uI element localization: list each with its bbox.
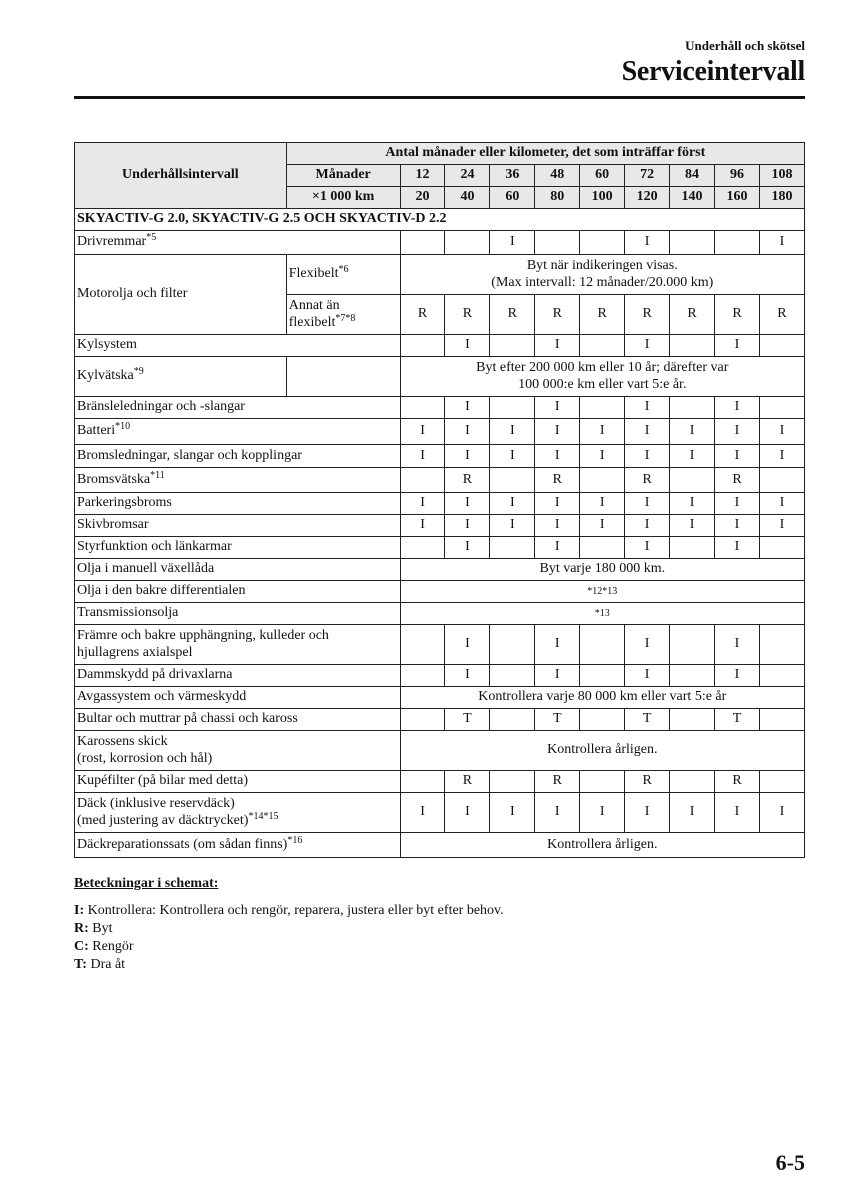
cell: I [400, 793, 445, 833]
legend-item: R: Byt [74, 921, 113, 936]
header-month-36: 36 [490, 165, 535, 187]
table-row [75, 581, 805, 603]
table-row [75, 559, 805, 581]
table-row [75, 665, 805, 687]
row-label: Främre och bakre upphängning, kulleder och hjullagrens axialspel [75, 625, 401, 665]
cell: I [580, 515, 625, 537]
cell: I [400, 515, 445, 537]
cell: I [715, 397, 760, 419]
cell: I [490, 793, 535, 833]
cell: I [535, 493, 580, 515]
span-footnote: *13 [400, 603, 804, 625]
table-row [75, 771, 805, 793]
cell [715, 231, 760, 255]
cell: I [490, 231, 535, 255]
table-row [75, 625, 805, 665]
cell: T [715, 709, 760, 731]
header-month-48: 48 [535, 165, 580, 187]
cell: I [670, 793, 715, 833]
cell: I [535, 793, 580, 833]
row-label: Parkeringsbroms [75, 493, 401, 515]
header-month-96: 96 [715, 165, 760, 187]
table-row [75, 255, 805, 295]
table-header-row [75, 143, 805, 165]
cell: I [445, 515, 490, 537]
cell: R [400, 295, 445, 335]
span-note: Byt varje 180 000 km. [400, 559, 804, 581]
cell: I [625, 335, 670, 357]
table-row [75, 419, 805, 445]
header-km-120: 120 [625, 187, 670, 209]
header-km-label: ×1 000 km [286, 187, 400, 209]
cell: R [625, 771, 670, 793]
cell [670, 231, 715, 255]
cell: I [715, 493, 760, 515]
cell: I [625, 493, 670, 515]
cell: R [759, 295, 804, 335]
cell: I [580, 793, 625, 833]
cell: I [670, 445, 715, 468]
cell [670, 537, 715, 559]
cell: I [490, 515, 535, 537]
header-month-72: 72 [625, 165, 670, 187]
header-month-24: 24 [445, 165, 490, 187]
cell [400, 468, 445, 493]
cell: I [715, 665, 760, 687]
legend-item: C: Rengör [74, 939, 134, 954]
header-km-20: 20 [400, 187, 445, 209]
cell: I [625, 397, 670, 419]
table-row [75, 731, 805, 771]
cell: I [535, 515, 580, 537]
cell: I [400, 445, 445, 468]
cell [759, 625, 804, 665]
header-km-80: 80 [535, 187, 580, 209]
table-row [75, 603, 805, 625]
span-footnote: *12*13 [400, 581, 804, 603]
cell: I [715, 793, 760, 833]
header-span-heading: Antal månader eller kilometer, det som inträffar först [286, 143, 804, 165]
row-label: Dammskydd på drivaxlarna [75, 665, 401, 687]
row-label: Bromsledningar, slangar och kopplingar [75, 445, 401, 468]
cell: R [535, 771, 580, 793]
cell: R [625, 295, 670, 335]
cell [400, 537, 445, 559]
cell [670, 709, 715, 731]
cell [580, 537, 625, 559]
header-month-12: 12 [400, 165, 445, 187]
cell: R [580, 295, 625, 335]
cell [580, 709, 625, 731]
cell [490, 771, 535, 793]
cell: I [759, 231, 804, 255]
cell: R [715, 468, 760, 493]
header-month-84: 84 [670, 165, 715, 187]
cell [400, 335, 445, 357]
cell: I [445, 335, 490, 357]
cell [580, 397, 625, 419]
header-km-160: 160 [715, 187, 760, 209]
cell [490, 709, 535, 731]
row-label: Bränsleledningar och -slangar [75, 397, 401, 419]
cell [580, 625, 625, 665]
cell [400, 625, 445, 665]
cell: I [759, 445, 804, 468]
cell: I [715, 335, 760, 357]
cell: I [625, 445, 670, 468]
cell [759, 468, 804, 493]
page-number: 6-5 [775, 1150, 805, 1175]
sub-label-flexible: Flexibelt$^{*6}$ [286, 255, 400, 295]
cell [759, 397, 804, 419]
row-label: Bromsvätska$^{*11}$ [75, 468, 401, 493]
row-label: Kylsystem [75, 335, 401, 357]
cell: I [625, 625, 670, 665]
span-note: Kontrollera varje 80 000 km eller vart 5:e år [400, 687, 804, 709]
cell [400, 231, 445, 255]
row-label: Skivbromsar [75, 515, 401, 537]
row-label: Avgassystem och värmeskydd [75, 687, 401, 709]
cell: R [670, 295, 715, 335]
cell: I [400, 419, 445, 445]
table-row [75, 515, 805, 537]
cell [490, 468, 535, 493]
table-row [75, 357, 805, 397]
cell: I [580, 445, 625, 468]
cell: R [445, 295, 490, 335]
cell: I [670, 419, 715, 445]
cell: T [445, 709, 490, 731]
legend-item: I: Kontrollera: Kontrollera och rengör, reparera, justera eller byt efter behov. [74, 903, 504, 918]
empty-cell [286, 357, 400, 397]
table-row [75, 493, 805, 515]
cell: R [715, 295, 760, 335]
cell: I [535, 397, 580, 419]
cell: I [445, 625, 490, 665]
cell: I [490, 493, 535, 515]
cell [535, 231, 580, 255]
row-label: Drivremmar$^{*5}$ [75, 231, 401, 255]
cell: R [535, 295, 580, 335]
row-label: Batteri$^{*10}$ [75, 419, 401, 445]
cell [759, 771, 804, 793]
cell [490, 537, 535, 559]
cell: I [445, 445, 490, 468]
cell: I [535, 419, 580, 445]
cell: I [625, 665, 670, 687]
cell [670, 625, 715, 665]
cell: R [535, 468, 580, 493]
cell: I [445, 793, 490, 833]
cell: I [670, 493, 715, 515]
header-km-140: 140 [670, 187, 715, 209]
section-label: Underhåll och skötsel [685, 38, 805, 53]
cell: I [715, 445, 760, 468]
engine-group-row [75, 209, 805, 231]
table-row [75, 833, 805, 858]
table-row [75, 468, 805, 493]
cell: I [625, 537, 670, 559]
cell: I [445, 665, 490, 687]
header-maintenance-interval: Underhållsintervall [75, 143, 287, 209]
cell [580, 771, 625, 793]
cell: I [445, 493, 490, 515]
row-label: Däckreparationssats (om sådan finns)$^{*16}$ [75, 833, 401, 858]
cell [759, 665, 804, 687]
row-label: Olja i manuell växellåda [75, 559, 401, 581]
maintenance-schedule-table [74, 142, 805, 858]
coolant-note: Byt efter 200 000 km eller 10 år; därefter var 100 000:e km eller vart 5:e år. [400, 357, 804, 397]
cell [445, 231, 490, 255]
span-note: Kontrollera årligen. [400, 731, 804, 771]
page-title: Serviceintervall [621, 56, 805, 87]
row-label: Motorolja och filter [75, 255, 287, 335]
cell: I [445, 419, 490, 445]
cell: I [715, 625, 760, 665]
cell [670, 665, 715, 687]
cell: I [715, 537, 760, 559]
table-row [75, 397, 805, 419]
header-km-40: 40 [445, 187, 490, 209]
row-label: Karossens skick (rost, korrosion och hål) [75, 731, 401, 771]
cell: I [759, 515, 804, 537]
cell: R [625, 468, 670, 493]
cell: I [715, 515, 760, 537]
title-rule [74, 96, 805, 99]
table-row [75, 793, 805, 833]
header-months-label: Månader [286, 165, 400, 187]
table-row [75, 445, 805, 468]
cell: T [625, 709, 670, 731]
cell [759, 537, 804, 559]
cell: I [625, 419, 670, 445]
cell [490, 665, 535, 687]
cell: I [625, 515, 670, 537]
engine-group-label: SKYACTIV-G 2.0, SKYACTIV-G 2.5 OCH SKYACTIV-D 2.2 [75, 209, 805, 231]
cell: I [535, 537, 580, 559]
header-km-60: 60 [490, 187, 535, 209]
cell: I [445, 397, 490, 419]
cell [490, 625, 535, 665]
flexible-note: Byt när indikeringen visas. (Max intervall: 12 månader/20.000 km) [400, 255, 804, 295]
cell: R [715, 771, 760, 793]
cell: I [580, 419, 625, 445]
cell [400, 709, 445, 731]
table-row [75, 537, 805, 559]
cell: I [490, 445, 535, 468]
cell [670, 397, 715, 419]
row-label: Olja i den bakre differentialen [75, 581, 401, 603]
cell: T [535, 709, 580, 731]
cell: I [535, 445, 580, 468]
cell [670, 335, 715, 357]
cell: I [400, 493, 445, 515]
cell [580, 335, 625, 357]
row-label: Däck (inklusive reservdäck) (med justering av däcktrycket)$^{*14*15}$ [75, 793, 401, 833]
row-label: Transmissionsolja [75, 603, 401, 625]
cell: R [445, 468, 490, 493]
legend-list [74, 902, 504, 974]
cell [490, 397, 535, 419]
sub-label-non-flexible: Annat än flexibelt$^{*7*8}$ [286, 295, 400, 335]
table-row [75, 231, 805, 255]
cell: I [670, 515, 715, 537]
cell: I [715, 419, 760, 445]
cell: I [625, 231, 670, 255]
table-row [75, 687, 805, 709]
cell: I [490, 419, 535, 445]
cell [759, 709, 804, 731]
legend-item: T: Dra åt [74, 957, 126, 972]
cell: I [759, 419, 804, 445]
cell [490, 335, 535, 357]
header-km-100: 100 [580, 187, 625, 209]
header-km-180: 180 [759, 187, 804, 209]
cell: I [445, 537, 490, 559]
cell: I [625, 793, 670, 833]
cell: I [580, 493, 625, 515]
span-note: Kontrollera årligen. [400, 833, 804, 858]
cell [670, 771, 715, 793]
row-label: Styrfunktion och länkarmar [75, 537, 401, 559]
cell: R [490, 295, 535, 335]
legend-title: Beteckningar i schemat: [74, 876, 219, 891]
cell: R [445, 771, 490, 793]
header-month-60: 60 [580, 165, 625, 187]
cell [580, 665, 625, 687]
cell: I [759, 793, 804, 833]
row-label: Kupéfilter (på bilar med detta) [75, 771, 401, 793]
cell: I [535, 335, 580, 357]
cell [400, 771, 445, 793]
cell [670, 468, 715, 493]
cell [400, 665, 445, 687]
table-row [75, 335, 805, 357]
cell: I [759, 493, 804, 515]
table-row [75, 709, 805, 731]
header-month-108: 108 [759, 165, 804, 187]
cell [580, 468, 625, 493]
cell [580, 231, 625, 255]
cell [759, 335, 804, 357]
cell: I [535, 625, 580, 665]
cell: I [535, 665, 580, 687]
row-label: Bultar och muttrar på chassi och kaross [75, 709, 401, 731]
row-label: Kylvätska$^{*9}$ [75, 357, 287, 397]
cell [400, 397, 445, 419]
